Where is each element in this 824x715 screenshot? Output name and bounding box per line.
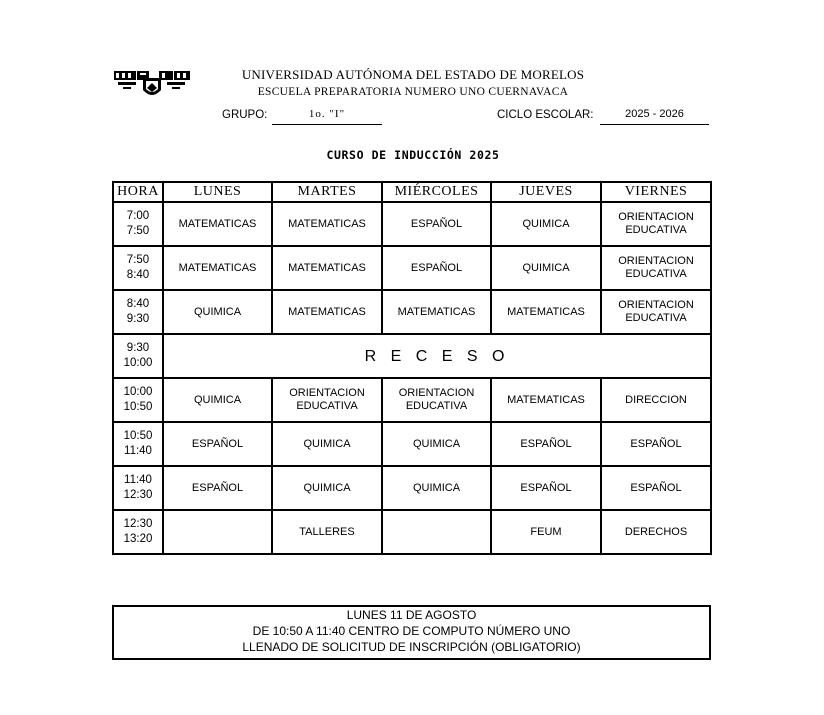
time-cell: 7:00 7:50	[113, 202, 163, 246]
time-cell: 9:30 10:00	[113, 334, 163, 378]
table-row	[113, 290, 711, 334]
table-row	[113, 510, 711, 554]
header-martes: MARTES	[272, 182, 382, 202]
receso-label: R E C E S O	[364, 347, 510, 365]
class-cell	[163, 510, 272, 554]
time-cell: 7:50 8:40	[113, 246, 163, 290]
class-cell: ESPAÑOL	[601, 422, 711, 466]
class-cell	[382, 510, 491, 554]
class-cell: ESPAÑOL	[491, 466, 601, 510]
class-cell: QUIMICA	[491, 202, 601, 246]
class-cell: QUIMICA	[272, 422, 382, 466]
class-cell: MATEMATICAS	[491, 290, 601, 334]
time-cell: 12:30 13:20	[113, 510, 163, 554]
class-cell: QUIMICA	[163, 378, 272, 422]
class-cell: MATEMATICAS	[382, 290, 491, 334]
class-cell: TALLERES	[272, 510, 382, 554]
schedule-header-row	[113, 182, 711, 202]
time-cell: 8:40 9:30	[113, 290, 163, 334]
table-row	[113, 334, 711, 378]
class-cell: ESPAÑOL	[163, 422, 272, 466]
time-cell: 10:50 11:40	[113, 422, 163, 466]
time-cell: 10:00 10:50	[113, 378, 163, 422]
class-cell: ORIENTACION EDUCATIVA	[382, 378, 491, 422]
time-cell: 11:40 12:30	[113, 466, 163, 510]
class-cell: ORIENTACION EDUCATIVA	[601, 290, 711, 334]
class-cell: ESPAÑOL	[382, 202, 491, 246]
class-cell: MATEMATICAS	[163, 246, 272, 290]
class-cell: QUIMICA	[382, 422, 491, 466]
ciclo-label: CICLO ESCOLAR:	[497, 109, 594, 121]
table-row	[113, 202, 711, 246]
notice-box	[112, 605, 711, 660]
university-name: UNIVERSIDAD AUTÓNOMA DEL ESTADO DE MORELOS	[241, 67, 585, 82]
table-row	[113, 422, 711, 466]
class-cell: ESPAÑOL	[382, 246, 491, 290]
class-cell: ORIENTACION EDUCATIVA	[272, 378, 382, 422]
class-cell: DIRECCION	[601, 378, 711, 422]
class-cell: ESPAÑOL	[491, 422, 601, 466]
class-cell: QUIMICA	[382, 466, 491, 510]
class-cell: ORIENTACION EDUCATIVA	[601, 202, 711, 246]
header-lunes: LUNES	[163, 182, 272, 202]
ciclo-value: 2025 - 2026	[600, 108, 709, 125]
notice-line-1: LUNES 11 DE AGOSTO	[346, 608, 477, 622]
header-hora: HORA	[113, 182, 163, 202]
header-viernes: VIERNES	[601, 182, 711, 202]
class-cell: DERECHOS	[601, 510, 711, 554]
class-cell: QUIMICA	[272, 466, 382, 510]
class-cell: QUIMICA	[163, 290, 272, 334]
receso-cell	[163, 334, 711, 378]
notice-line-3: LLENADO DE SOLICITUD DE INSCRIPCIÓN (OBLIGATORIO)	[242, 640, 581, 654]
table-row	[113, 246, 711, 290]
class-cell: MATEMATICAS	[163, 202, 272, 246]
class-cell: MATEMATICAS	[272, 202, 382, 246]
class-cell: QUIMICA	[491, 246, 601, 290]
class-cell: ORIENTACION EDUCATIVA	[601, 246, 711, 290]
class-cell: MATEMATICAS	[272, 290, 382, 334]
grupo-label: GRUPO:	[222, 109, 268, 121]
class-cell: MATEMATICAS	[491, 378, 601, 422]
class-cell: MATEMATICAS	[272, 246, 382, 290]
table-row	[113, 466, 711, 510]
class-cell: ESPAÑOL	[601, 466, 711, 510]
grupo-value: 1o. "I"	[272, 108, 382, 125]
table-row	[113, 378, 711, 422]
school-name: ESCUELA PREPARATORIA NUMERO UNO CUERNAVACA	[257, 86, 569, 98]
header-miercoles: MIÉRCOLES	[382, 182, 491, 202]
class-cell: FEUM	[491, 510, 601, 554]
course-title: CURSO DE INDUCCIÓN 2025	[326, 148, 500, 162]
notice-line-2: DE 10:50 A 11:40 CENTRO DE COMPUTO NÚMERO UNO	[252, 624, 571, 638]
header-jueves: JUEVES	[491, 182, 601, 202]
class-cell: ESPAÑOL	[163, 466, 272, 510]
schedule-table	[112, 181, 712, 555]
